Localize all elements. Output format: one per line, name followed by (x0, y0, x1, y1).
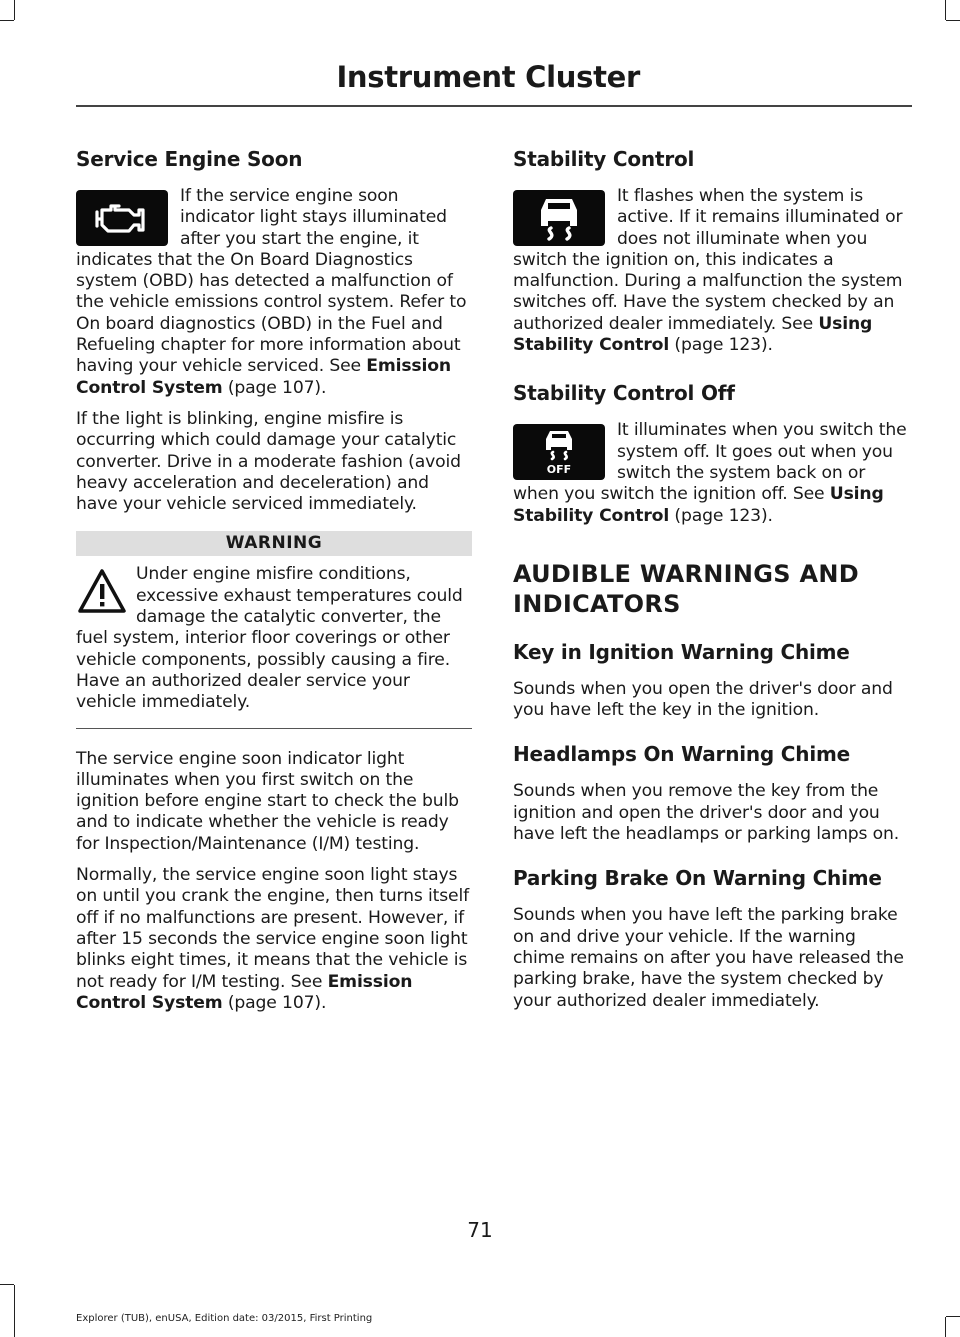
crop-mark (945, 1317, 946, 1337)
text: Normally, the service engine soon light stays on until you crank the engine, then turns itself off if no malfunctions are present. However, if after 15 seconds the service engine soon light blinks eight times, it means that the vehicle is not ready for I/M testing. See (76, 865, 469, 992)
warning-label: WARNING (76, 531, 472, 556)
check-engine-icon (76, 190, 168, 246)
text: (page 107). (222, 992, 327, 1013)
section-title-service-engine-soon: Service Engine Soon (76, 147, 303, 171)
warning-box (76, 564, 472, 713)
text: It illuminates when you switch the system off. It goes out when you switch the system back on or when you switch the ignition off. See (513, 420, 907, 505)
text: (page 123). (669, 335, 773, 356)
warning-rule (76, 728, 472, 729)
using-stability-control-link[interactable]: Using Stability Control (513, 313, 873, 356)
crop-mark (0, 20, 14, 21)
parking-chime-paragraph: Sounds when you have left the parking brake on and drive your vehicle. If the warning chime remains on after you have released the parking brake, have the system checked by your authorized dealer immediately. (513, 905, 904, 1011)
crop-mark (0, 1284, 14, 1285)
header-rule (76, 105, 912, 107)
emission-control-link[interactable]: Emission Control System (76, 971, 413, 1013)
section-title-stability-control: Stability Control (513, 147, 695, 171)
warning-triangle-icon (76, 566, 128, 618)
crop-mark (946, 1316, 960, 1317)
text: (page 123). (669, 505, 773, 526)
using-stability-control-link[interactable]: Using Stability Control (513, 484, 884, 526)
text: It flashes when the system is active. If it remains illuminated or does not illuminate when you switch the ignition on, this indicates a malfunction. During a malfunction the system switches off. Have the system checked by an authorized dealer immediately. See (513, 186, 903, 334)
service-paragraph-2: If the light is blinking, engine misfire is occurring which could damage your catalytic converter. Drive in a moderate fashion (avoid heavy acceleration and deceleration) and have your vehicle serviced immediately. (76, 408, 461, 515)
right-column (513, 140, 909, 1022)
section-title-stability-control-off: Stability Control Off (513, 381, 735, 406)
crop-mark (14, 0, 15, 20)
crop-mark (945, 0, 946, 20)
text: (page 107). (222, 377, 327, 398)
footer-edition: Explorer (TUB), enUSA, Edition date: 03/2015, First Printing (76, 1313, 373, 1324)
key-chime-paragraph: Sounds when you open the driver's door and you have left the key in the ignition. (513, 678, 893, 721)
crop-mark (14, 1285, 15, 1337)
headlamps-chime-paragraph: Sounds when you remove the key from the ignition and open the driver's door and you have left the headlamps or parking lamps on. (513, 781, 900, 845)
text: If the service engine soon indicator light stays illuminated after you start the engine, it indicates that the On Board Diagnostics system (OBD) has detected a malfunction of the vehicle emissions control system. Refer to On board diagnostics (OBD) in the Fuel and Refueling chapter for more information about having your vehicle serviced. See (76, 186, 467, 377)
off-label: OFF (546, 463, 572, 477)
section-title-headlamps-chime: Headlamps On Warning Chime (513, 742, 850, 767)
chapter-title: Instrument Cluster (336, 60, 640, 94)
section-title-parking-chime: Parking Brake On Warning Chime (513, 866, 882, 891)
paragraph-im-testing: The service engine soon indicator light illuminates when you first switch on the ignition before engine start to check the bulb and to indicate whether the vehicle is ready for Inspection/Maintenance (I/M) testing. (76, 748, 459, 854)
stability-control-off-icon (513, 424, 605, 480)
crop-mark (946, 20, 960, 21)
paragraph-normally (76, 865, 472, 1014)
stability-control-icon (513, 190, 605, 246)
warning-text: Under engine misfire conditions, excessive exhaust temperatures could damage the catalytic converter, the fuel system, interior floor coverings or other vehicle components, possibly causing a fire. Have an authorized dealer service your vehicle immediately. (76, 564, 463, 713)
left-column (76, 140, 472, 1024)
page-number: 71 (467, 1218, 493, 1242)
section-title-audible-warnings: AUDIBLE WARNINGS AND INDICATORS (513, 559, 859, 618)
section-title-key-chime: Key in Ignition Warning Chime (513, 639, 850, 664)
emission-control-link[interactable]: Emission Control System (76, 356, 452, 398)
